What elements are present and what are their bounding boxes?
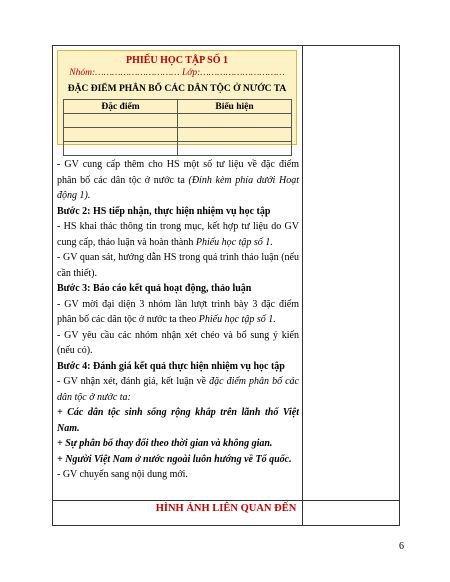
worksheet-heading: ĐẶC ĐIỂM PHÂN BỐ CÁC DÂN TỘC Ở NƯỚC TA — [67, 84, 287, 94]
section-title: HÌNH ẢNH LIÊN QUAN ĐẾN — [155, 503, 297, 514]
paragraph-emphasis: Phiếu học tập số 1. — [198, 314, 276, 325]
conclusion-item: + Người Việt Nam ở nước ngoài luôn hướng về Tổ quốc. — [57, 453, 292, 465]
step-heading: Bước 4: Đánh giá kết quả thực hiện nhiệm vụ học tập — [57, 360, 285, 372]
conclusion-item: + Các dân tộc sinh sống rộng khắp trên lãnh thổ Việt Nam. — [57, 407, 299, 434]
page-number: 6 — [399, 541, 404, 552]
paragraph — [57, 374, 299, 405]
worksheet-title: PHIẾU HỌC TẬP SỐ 1 — [125, 55, 229, 66]
column-header: Đặc điểm — [64, 100, 178, 114]
paragraph: - GV yêu cầu các nhóm nhận xét chéo và bổ sung ý kiến (nếu có). — [57, 329, 299, 356]
conclusion-item: + Sự phân bố thay đổi theo thời gian và không gian. — [57, 438, 273, 449]
lesson-content — [57, 157, 299, 483]
step-heading: Bước 3: Báo cáo kết quả hoạt động, thảo luận — [57, 283, 252, 294]
worksheet-fields: Nhóm:………………………… Lớp:………………………… — [69, 68, 285, 78]
paragraph-emphasis: Phiếu học tập số 1. — [195, 236, 273, 248]
paragraph-emphasis: đặc điểm phân bố các dân tộc ở nước ta: — [57, 376, 299, 403]
column-header: Biểu hiện — [178, 100, 292, 114]
paragraph-text: - GV cung cấp thêm cho HS một số tư liệu về đặc điểm phân bố các dân tộc ở nước ta — [57, 159, 299, 186]
table-cell — [178, 142, 292, 156]
column-divider — [302, 45, 303, 526]
paragraph — [57, 297, 299, 328]
paragraph-emphasis: (Đính kèm phía dưới Hoạt động 1). — [57, 174, 299, 201]
table-row — [64, 114, 292, 128]
paragraph-text: - HS khai thác thông tin trong mục, kết hợp tư liệu do GV cung cấp, thảo luận và hoàn thành — [57, 221, 299, 248]
table-cell — [64, 142, 178, 156]
row-divider — [52, 500, 400, 501]
table-cell — [64, 128, 178, 142]
table-row — [64, 128, 292, 142]
paragraph: - GV quan sát, hướng dẫn HS trong quá trình thảo luận (nếu cần thiết). — [57, 252, 299, 279]
paragraph-text: - GV mời đại diện 3 nhóm lần lượt trình bày 3 đặc điểm phân bố các dân tộc ở nước ta theo — [57, 298, 299, 325]
step-heading: Bước 2: HS tiếp nhận, thực hiện nhiệm vụ học tập — [57, 205, 271, 217]
table-cell — [178, 128, 292, 142]
table-cell — [178, 114, 292, 128]
table-cell — [64, 114, 178, 128]
paragraph — [57, 157, 299, 204]
worksheet-box — [57, 50, 297, 145]
worksheet-header-row — [64, 100, 292, 114]
worksheet-table — [63, 99, 292, 156]
paragraph — [57, 219, 299, 250]
table-row — [64, 142, 292, 156]
paragraph-text: - GV nhận xét, đánh giá, kết luận về — [57, 376, 210, 387]
paragraph: - GV chuyển sang nội dung mới. — [57, 469, 188, 480]
